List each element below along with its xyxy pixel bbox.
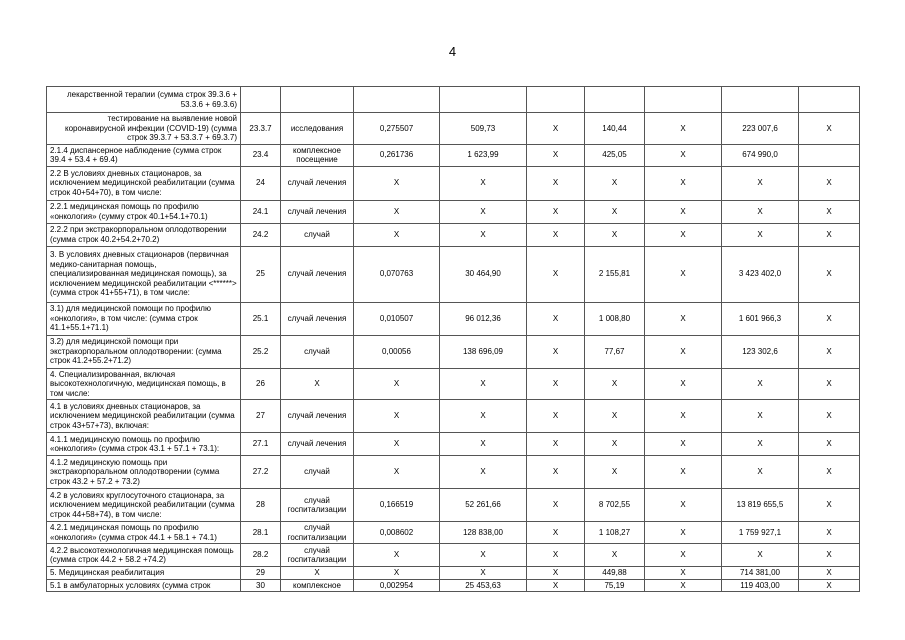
table-row [47,368,860,400]
row-value-cell: X [527,489,585,522]
row-value-cell: 30 464,90 [440,246,527,302]
row-value-cell: X [645,433,722,456]
row-value-cell: X [527,368,585,400]
row-value-cell: X [527,246,585,302]
table-row [47,200,860,223]
row-value-cell: X [585,456,645,489]
row-value-cell: X [722,200,799,223]
row-unit-cell: X [281,368,354,400]
row-value-cell: X [799,456,860,489]
table-row [47,433,860,456]
row-value-cell: 77,67 [585,335,645,368]
row-value-cell: X [645,544,722,567]
row-value-cell: X [354,166,440,200]
page-number: 4 [448,44,457,59]
row-name-cell: 4.1.1 медицинскую помощь по профилю «онкология» (сумма строк 43.1 + 57.1 + 73.1): [47,433,241,456]
row-code-cell: 28.1 [241,522,281,544]
table-row [47,456,860,489]
row-code-cell: 26 [241,368,281,400]
row-value-cell: 3 423 402,0 [722,246,799,302]
row-unit-cell: случай госпитализации [281,522,354,544]
table-row [47,87,860,113]
row-value-cell [440,87,527,113]
row-value-cell: 0,002954 [354,579,440,592]
row-name-cell: 2.2.1 медицинская помощь по профилю «онкология» (сумму строк 40.1+54.1+70.1) [47,200,241,223]
row-value-cell: X [585,433,645,456]
row-value-cell: X [645,368,722,400]
row-value-cell: X [527,223,585,246]
row-unit-cell [281,87,354,113]
row-value-cell: X [799,368,860,400]
row-name-cell: 4.1.2 медицинскую помощь при экстракорпоральном оплодотворении (сумма строк 43.2 + 57.2 + 73.2) [47,456,241,489]
row-value-cell: X [527,400,585,433]
table-row [47,144,860,166]
row-value-cell: 25 453,63 [440,579,527,592]
row-unit-cell: исследования [281,113,354,145]
row-value-cell: X [354,544,440,567]
row-value-cell [527,87,585,113]
table-row [47,579,860,592]
row-value-cell: X [585,200,645,223]
row-value-cell: X [585,544,645,567]
row-value-cell: X [645,113,722,145]
row-value-cell: 75,19 [585,579,645,592]
row-code-cell: 24.2 [241,223,281,246]
row-value-cell: X [799,166,860,200]
row-unit-cell: случай лечения [281,433,354,456]
row-value-cell: 119 403,00 [722,579,799,592]
row-value-cell: X [645,200,722,223]
row-value-cell: X [527,579,585,592]
row-value-cell: 140,44 [585,113,645,145]
row-value-cell: X [799,113,860,145]
row-value-cell: X [440,166,527,200]
row-value-cell: X [722,400,799,433]
row-value-cell: X [799,335,860,368]
row-value-cell: X [645,246,722,302]
row-value-cell: X [799,246,860,302]
row-value-cell: 123 302,6 [722,335,799,368]
row-code-cell: 29 [241,567,281,580]
row-value-cell: 223 007,6 [722,113,799,145]
row-unit-cell: случай лечения [281,246,354,302]
row-value-cell: X [645,456,722,489]
row-value-cell: X [527,567,585,580]
row-value-cell: X [527,302,585,335]
row-name-cell: лекарственной терапии (сумма строк 39.3.6 + 53.3.6 + 69.3.6) [47,87,241,113]
row-value-cell: 0,166519 [354,489,440,522]
row-name-cell: 3.1) для медицинской помощи по профилю «онкология», в том числе: (сумма строк 41.1+55.1+71.1) [47,302,241,335]
row-name-cell: 5.1 в амбулаторных условиях (сумма строк [47,579,241,592]
row-value-cell: 1 601 966,3 [722,302,799,335]
row-unit-cell: случай лечения [281,200,354,223]
row-value-cell: X [527,200,585,223]
table-row [47,522,860,544]
row-value-cell: X [527,144,585,166]
row-value-cell: X [354,200,440,223]
row-value-cell: 0,261736 [354,144,440,166]
row-name-cell: 5. Медицинская реабилитация [47,567,241,580]
row-value-cell: X [799,302,860,335]
row-code-cell: 23.3.7 [241,113,281,145]
row-value-cell: X [645,489,722,522]
row-value-cell [354,87,440,113]
row-value-cell: X [799,200,860,223]
row-value-cell: X [527,335,585,368]
row-value-cell: 449,88 [585,567,645,580]
row-code-cell: 27.1 [241,433,281,456]
row-unit-cell: комплексное посещение [281,144,354,166]
table-row [47,489,860,522]
row-value-cell: X [527,456,585,489]
row-value-cell: 425,05 [585,144,645,166]
row-code-cell: 24 [241,166,281,200]
table-row [47,302,860,335]
row-value-cell: X [645,166,722,200]
row-value-cell: X [645,302,722,335]
table-row [47,400,860,433]
row-value-cell: 674 990,0 [722,144,799,166]
row-value-cell: X [354,223,440,246]
row-value-cell: X [645,579,722,592]
row-value-cell: X [527,433,585,456]
row-code-cell [241,87,281,113]
row-value-cell: X [722,456,799,489]
row-value-cell: X [722,223,799,246]
row-value-cell: 0,008602 [354,522,440,544]
row-value-cell: X [527,113,585,145]
row-name-cell: 2.2.2 при экстракорпоральном оплодотворении (сумма строк 40.2+54.2+70.2) [47,223,241,246]
row-value-cell: X [440,400,527,433]
row-value-cell: 0,010507 [354,302,440,335]
row-value-cell: X [527,166,585,200]
row-value-cell: X [645,144,722,166]
row-value-cell: X [722,166,799,200]
row-value-cell [722,87,799,113]
row-unit-cell: комплексное [281,579,354,592]
row-name-cell: 2.2 В условиях дневных стационаров, за исключением медицинской реабилитации (сумма строк 40+54+70), в том числе: [47,166,241,200]
row-value-cell: 1 008,80 [585,302,645,335]
row-value-cell: X [354,456,440,489]
row-code-cell: 25.2 [241,335,281,368]
table-row [47,113,860,145]
row-value-cell: X [585,166,645,200]
row-value-cell: X [585,223,645,246]
row-name-cell: 3.2) для медицинской помощи при экстракорпоральном оплодотворении: (сумма строк 41.2+55.2+71.2) [47,335,241,368]
row-name-cell: 2.1.4 диспансерное наблюдение (сумма строк 39.4 + 53.4 + 69.4) [47,144,241,166]
row-code-cell: 28 [241,489,281,522]
row-value-cell [585,87,645,113]
row-value-cell [799,87,860,113]
row-value-cell: X [585,368,645,400]
row-value-cell: 1 623,99 [440,144,527,166]
row-value-cell: X [799,433,860,456]
row-value-cell [799,144,860,166]
row-name-cell: тестирование на выявление новой коронавирусной инфекции (COVID-19) (сумма строк 39.3.7 + 53.3.7 + 69.3.7) [47,113,241,145]
table-body [47,87,860,592]
table-row [47,166,860,200]
row-unit-cell: случай госпитализации [281,544,354,567]
row-name-cell: 4.2 в условиях круглосуточного стационара, за исключением медицинской реабилитации (сумма строк 44+58+74), в том числе: [47,489,241,522]
table-row [47,223,860,246]
row-value-cell: X [440,433,527,456]
row-value-cell: X [799,522,860,544]
row-unit-cell: случай госпитализации [281,489,354,522]
row-value-cell: 1 108,27 [585,522,645,544]
row-value-cell: 8 702,55 [585,489,645,522]
row-name-cell: 4.2.1 медицинская помощь по профилю «онкология» (сумма строк 44.1 + 58.1 + 74.1) [47,522,241,544]
row-unit-cell: случай лечения [281,400,354,433]
row-value-cell: X [440,544,527,567]
row-name-cell: 4. Специализированная, включая высокотехнологичную, медицинская помощь, в том числе: [47,368,241,400]
row-code-cell: 28.2 [241,544,281,567]
row-unit-cell: случай [281,456,354,489]
row-value-cell: X [645,522,722,544]
row-value-cell: X [354,368,440,400]
row-value-cell: 0,070763 [354,246,440,302]
row-code-cell: 24.1 [241,200,281,223]
row-value-cell: X [585,400,645,433]
row-value-cell: X [645,335,722,368]
row-value-cell: X [799,544,860,567]
row-name-cell: 3. В условиях дневных стационаров (первичная медико-санитарная помощь, специализированная медицинская помощь), за исключением медицинской реабилитации <******> (сумма строк 41+55+71), в том числе: [47,246,241,302]
row-code-cell: 25 [241,246,281,302]
row-code-cell: 27.2 [241,456,281,489]
table-row [47,567,860,580]
row-value-cell: X [527,544,585,567]
row-code-cell: 27 [241,400,281,433]
row-value-cell: 96 012,36 [440,302,527,335]
row-value-cell: X [645,223,722,246]
row-value-cell: X [722,433,799,456]
row-name-cell: 4.1 в условиях дневных стационаров, за исключением медицинской реабилитации (сумма строк 43+57+73), включая: [47,400,241,433]
row-value-cell: X [799,223,860,246]
row-value-cell: X [799,489,860,522]
row-name-cell: 4.2.2 высокотехнологичная медицинская помощь (сумма строк 44.2 + 58.2 +74.2) [47,544,241,567]
row-value-cell: X [645,400,722,433]
row-unit-cell: случай [281,335,354,368]
row-value-cell: 2 155,81 [585,246,645,302]
row-value-cell: X [722,368,799,400]
row-value-cell: 0,275507 [354,113,440,145]
table-row [47,544,860,567]
row-value-cell: X [354,400,440,433]
row-value-cell: X [440,200,527,223]
row-value-cell: 509,73 [440,113,527,145]
row-value-cell: X [799,400,860,433]
row-unit-cell: X [281,567,354,580]
row-code-cell: 30 [241,579,281,592]
row-value-cell: 138 696,09 [440,335,527,368]
table-row [47,246,860,302]
row-value-cell: 1 759 927,1 [722,522,799,544]
row-unit-cell: случай лечения [281,302,354,335]
row-value-cell: X [527,522,585,544]
row-code-cell: 23.4 [241,144,281,166]
row-unit-cell: случай [281,223,354,246]
row-value-cell: 0,00056 [354,335,440,368]
row-value-cell: X [354,433,440,456]
row-value-cell: X [645,567,722,580]
row-value-cell: X [799,567,860,580]
row-unit-cell: случай лечения [281,166,354,200]
row-value-cell: 52 261,66 [440,489,527,522]
row-value-cell: 128 838,00 [440,522,527,544]
row-value-cell: X [440,456,527,489]
data-table [46,86,860,592]
table-row [47,335,860,368]
row-value-cell: X [799,579,860,592]
row-value-cell: X [354,567,440,580]
row-code-cell: 25.1 [241,302,281,335]
row-value-cell: X [440,223,527,246]
row-value-cell: 714 381,00 [722,567,799,580]
row-value-cell: X [440,567,527,580]
row-value-cell: 13 819 655,5 [722,489,799,522]
row-value-cell: X [440,368,527,400]
row-value-cell: X [722,544,799,567]
row-value-cell [645,87,722,113]
